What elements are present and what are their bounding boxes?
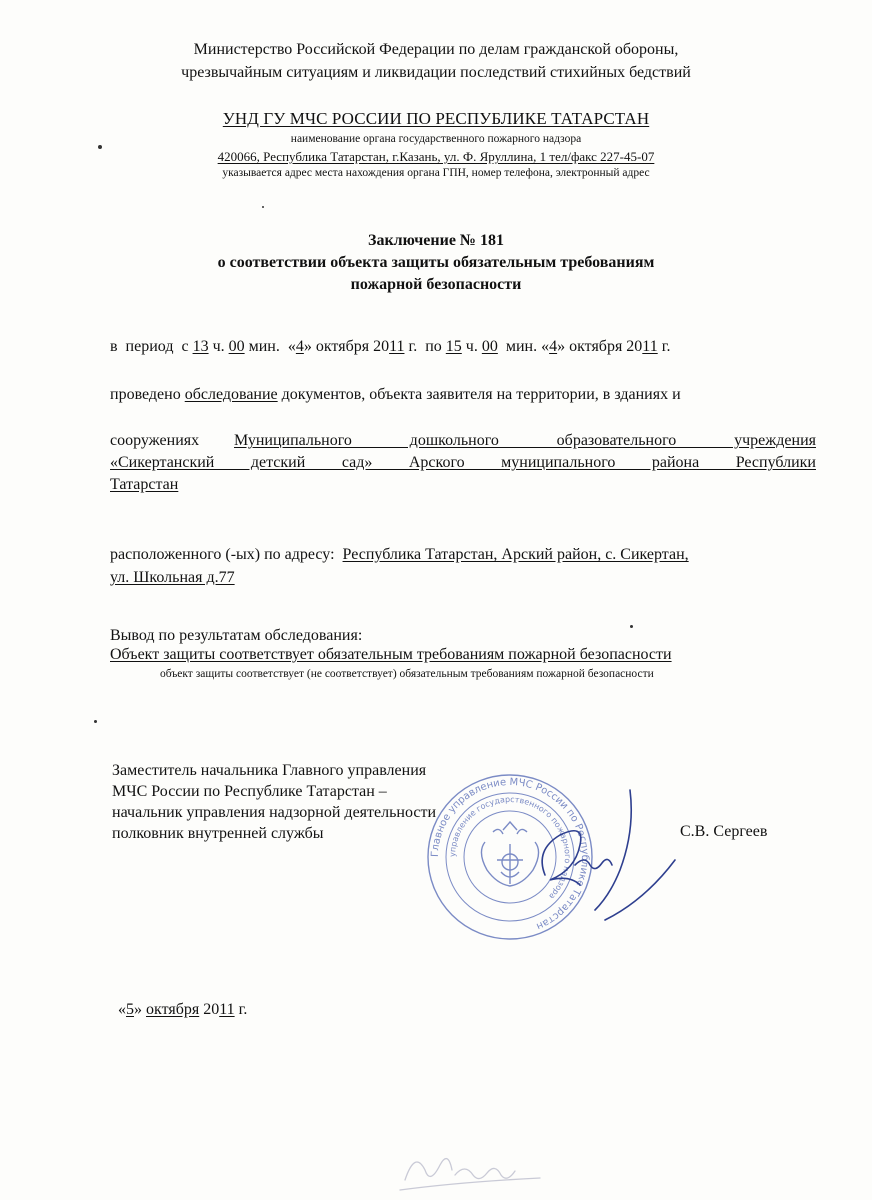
title-line-1: Заключение № 181 [368,232,504,249]
conclusion-caption: объект защиты соответствует (не соответствует) обязательным требованиям пожарной безопасности [160,668,654,680]
title-line-2: о соответствии объекта защиты обязательным требованиям [217,254,655,271]
date-year-prefix: 20 [199,1001,220,1018]
facilities-label: сооружениях [110,432,200,449]
period-from-day: 4 [295,338,304,355]
document-date [118,1001,247,1019]
facility-block [110,430,816,496]
ministry-line-1: Министерство Российской Федерации по делам гражданской обороны, [193,41,679,58]
date-close: » [134,1001,146,1018]
bottom-scribble [395,1135,555,1195]
facility-line-1: Муниципального дошкольного образовательного учреждения [234,432,816,449]
ministry-line-2: чрезвычайным ситуациям и ликвидации последствий стихийных бедствий [181,64,691,81]
signatory-line-3: начальник управления надзорной деятельности [112,804,437,821]
location-line-1: Республика Татарстан, Арский район, с. Сикертан, [342,546,689,563]
signatory-line-1: Заместитель начальника Главного управления [112,762,427,779]
ministry-header [0,38,872,84]
period-h-label-2: ч. [461,338,482,355]
facility-row-1 [110,430,816,452]
period-to-hour: 15 [445,338,462,355]
period-to-year: 11 [642,338,658,355]
inspection-kind: обследование [184,386,278,403]
conclusion-result-text: Объект защиты соответствует обязательным требованиям пожарной безопасности [110,646,672,663]
period-h-label: ч. [208,338,229,355]
period-min-label-2: мин. « [497,338,550,355]
period-g-label: г. по [404,338,446,355]
stamp-outer-text: Главное управление МЧС России по Республике Татарстан [429,776,591,932]
period-from-min: 00 [228,338,245,355]
inspection-kind-line [110,386,681,404]
org-caption: наименование органа государственного пожарного надзора [290,133,582,145]
period-to-month: » октября 20 [557,338,643,355]
scan-speck [262,206,264,208]
date-year: 11 [219,1001,235,1018]
scan-speck [98,145,102,149]
address-caption: указывается адрес места нахождения органа ГПН, номер телефона, электронный адрес [222,167,650,179]
signatory-name: С.В. Сергеев [680,823,768,840]
scan-speck [94,720,97,723]
period-from-year: 11 [389,338,405,355]
date-open: « [118,1001,126,1018]
period-to-day: 4 [549,338,558,355]
period-to-min: 00 [481,338,498,355]
date-end: г. [234,1001,248,1018]
org-address [0,149,872,165]
period-end: г. [657,338,671,355]
signatory-line-4: полковник внутренней службы [112,825,324,842]
date-day: 5 [126,1001,134,1018]
conclusion-label: Вывод по результатам обследования: [110,627,363,644]
facility-line-2: «Сикертанский детский сад» Арского муниципального района Республики [110,454,816,471]
document-title [0,230,872,296]
org-name [0,109,872,129]
org-name-text: УНД ГУ МЧС РОССИИ ПО РЕСПУБЛИКЕ ТАТАРСТАН [222,109,650,128]
location-line-2: ул. Школьная д.77 [110,569,235,586]
stamp-inner-text: управление государственного пожарного надзора [447,794,573,902]
period-from-hour: 13 [192,338,209,355]
period-year-prefix: 20 [373,338,390,355]
inspection-prefix: проведено [110,386,185,403]
facility-line-3: Татарстан [110,476,179,493]
conclusion-result [110,646,672,664]
signatory-line-2: МЧС России по Республике Татарстан – [112,783,387,800]
location-label: расположенного (-ых) по адресу: [110,546,339,563]
handwritten-signature [505,780,685,930]
period-min-label: мин. « [244,338,296,355]
org-address-text: 420066, Республика Татарстан, г.Казань, ул. Ф. Яруллина, 1 тел/факс 227-45-07 [217,149,655,164]
location-block [110,543,816,589]
title-line-3: пожарной безопасности [350,276,522,293]
scan-speck [630,625,633,628]
location-row-1 [110,543,816,566]
inspection-period [110,338,670,356]
inspection-rest: документов, объекта заявителя на территории, в зданиях и [277,386,681,403]
period-prefix: в период с [110,338,193,355]
period-from-month: » октября [303,338,374,355]
date-month: октября [146,1001,200,1018]
